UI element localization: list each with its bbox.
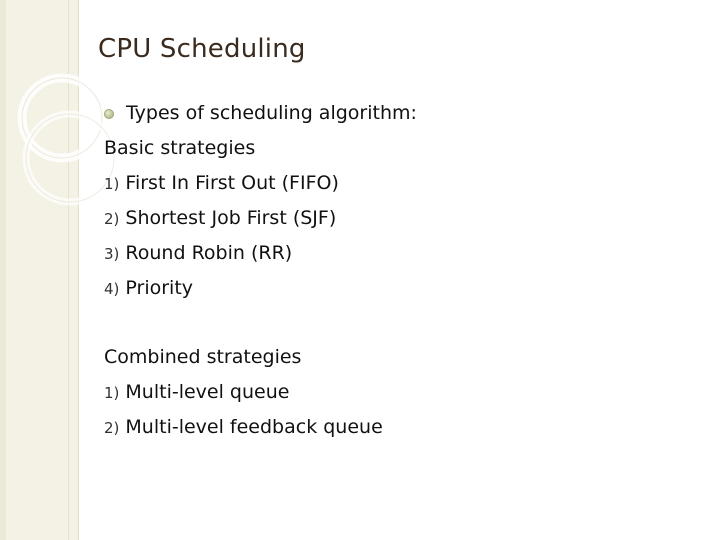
list-item bbox=[104, 236, 704, 271]
list-text: Multi-level feedback queue bbox=[125, 416, 383, 438]
list-item bbox=[104, 271, 704, 306]
sidebar-strip bbox=[0, 0, 6, 540]
list-text: First In First Out (FIFO) bbox=[125, 172, 339, 194]
list-number: 1) bbox=[104, 384, 120, 402]
list-text: Multi-level queue bbox=[125, 381, 290, 403]
spacer bbox=[104, 306, 704, 340]
list-number: 4) bbox=[104, 280, 120, 298]
list-item bbox=[104, 410, 704, 445]
list-number: 1) bbox=[104, 175, 120, 193]
combined-heading: Combined strategies bbox=[104, 346, 302, 368]
list-text: Shortest Job First (SJF) bbox=[125, 207, 337, 229]
list-item bbox=[104, 375, 704, 410]
list-number: 2) bbox=[104, 419, 120, 437]
slide-title: CPU Scheduling bbox=[98, 34, 306, 64]
bullet-text: Types of scheduling algorithm: bbox=[126, 102, 417, 124]
list-number: 2) bbox=[104, 210, 120, 228]
basic-heading: Basic strategies bbox=[104, 137, 256, 159]
list-text: Round Robin (RR) bbox=[125, 242, 293, 264]
bullet-icon bbox=[104, 109, 114, 119]
list-number: 3) bbox=[104, 245, 120, 263]
list-item bbox=[104, 166, 704, 201]
list-text: Priority bbox=[125, 277, 194, 299]
bullet-item bbox=[104, 96, 704, 131]
sidebar-divider bbox=[68, 0, 69, 540]
list-item bbox=[104, 201, 704, 236]
slide-content bbox=[104, 96, 704, 445]
